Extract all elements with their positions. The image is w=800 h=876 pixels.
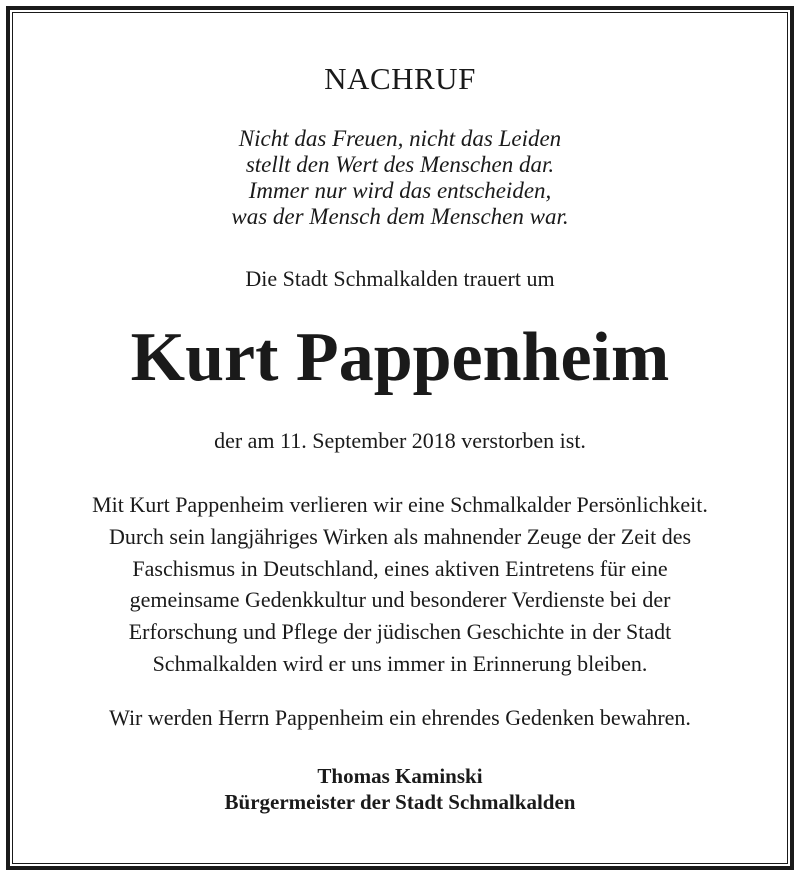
poem-line: Immer nur wird das entscheiden, — [248, 178, 552, 203]
tribute-line: Mit Kurt Pappenheim verlieren wir eine Schmalkalder Persönlichkeit. — [92, 492, 708, 517]
signatory-role: Bürgermeister der Stadt Schmalkalden — [224, 790, 576, 814]
poem-line: stellt den Wert des Menschen dar. — [245, 152, 555, 177]
signature-block — [18, 763, 782, 815]
tribute-line: Durch sein langjähriges Wirken als mahnender Zeuge der Zeit des — [108, 523, 692, 549]
tribute-line: Schmalkalden wird er uns immer in Erinnerung bleiben. — [152, 650, 648, 676]
death-date-line: der am 11. September 2018 verstorben ist. — [214, 428, 586, 453]
poem-line: was der Mensch dem Menschen war. — [231, 204, 569, 229]
mourns-line: Die Stadt Schmalkalden trauert um — [245, 266, 555, 291]
notice-title: NACHRUF — [324, 61, 476, 96]
deceased-name: Kurt Pappenheim — [130, 319, 670, 396]
poem-line: Nicht das Freuen, nicht das Leiden — [238, 126, 562, 151]
tribute-line: Faschismus in Deutschland, eines aktiven Eintretens für eine — [132, 555, 668, 581]
poem-verse — [18, 126, 782, 230]
tribute-line: Erforschung und Pflege der jüdischen Geschichte in der Stadt — [128, 619, 672, 645]
tribute-line: gemeinsame Gedenkkultur und besonderer Verdienste bei der — [129, 587, 671, 613]
closing-line: Wir werden Herrn Pappenheim ein ehrendes Gedenken bewahren. — [109, 705, 691, 730]
signatory-name: Thomas Kaminski — [317, 764, 483, 788]
tribute-paragraph — [18, 489, 782, 680]
